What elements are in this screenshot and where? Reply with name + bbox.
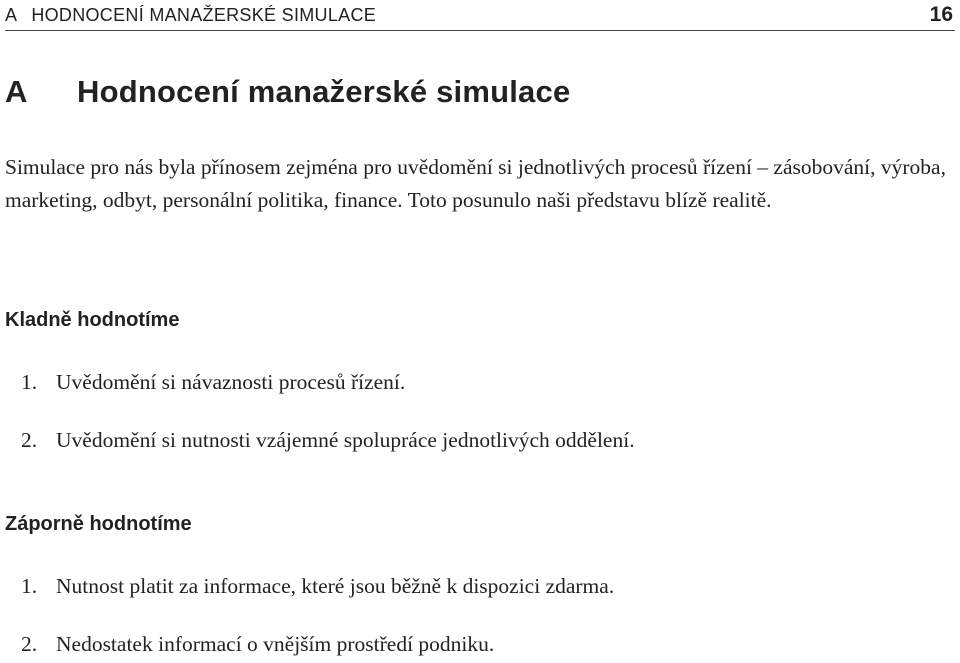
section-title-text: Hodnocení manažerské simulace [77,74,571,109]
section-title [5,72,570,112]
negative-heading: Záporně hodnotíme [5,513,192,535]
list-item-number: 2. [21,632,38,656]
list-item-text: Nedostatek informací o vnějším prostředí podniku. [56,632,495,656]
positive-heading: Kladně hodnotíme [5,309,180,331]
running-header-title [5,4,376,26]
list-item-number: 1. [21,370,38,394]
page-number: 16 [929,3,953,26]
running-header-letter: A [5,5,18,25]
list-item-text: Nutnost platit za informace, které jsou běžně k dispozici zdarma. [56,574,615,598]
list-item [21,630,494,658]
section-letter: A [5,74,28,109]
list-item-number: 2. [21,428,38,452]
list-item [21,426,635,454]
running-header-text: HODNOCENÍ MANAŽERSKÉ SIMULACE [31,5,377,25]
running-header [5,4,955,31]
intro-paragraph: Simulace pro nás byla přínosem zejména pro uvědomění si jednotlivých procesů řízení – zásobování, výroba, marketing, odbyt, personální politika, finance. Toto posunulo naši představu blízě realitě. [5,155,946,212]
list-item-number: 1. [21,574,38,598]
list-item-text: Uvědomění si návaznosti procesů řízení. [56,370,406,394]
list-item [21,572,614,600]
list-item [21,368,405,396]
list-item-text: Uvědomění si nutnosti vzájemné spolupráce jednotlivých oddělení. [56,428,635,452]
